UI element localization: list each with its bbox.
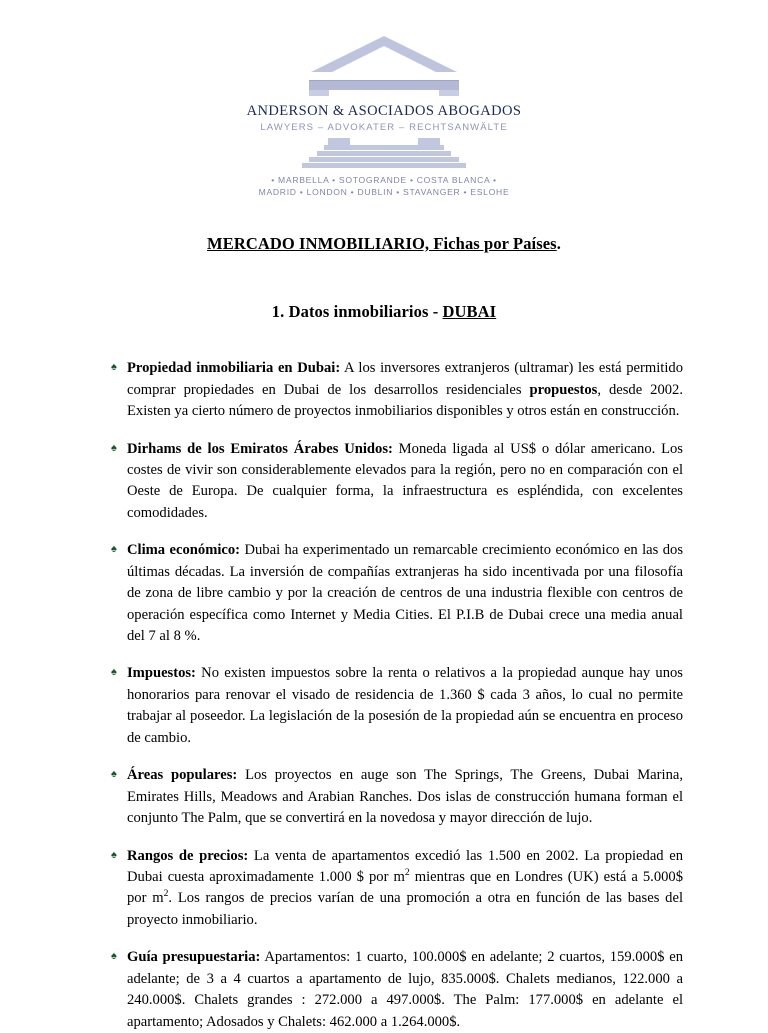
superscript-square-1: 2 xyxy=(404,867,410,879)
list-item-text: Moneda ligada al US$ o dólar americano. Los costes de vivir son considerablemente elevados para la región, pero no en comparación con el Oeste de Europa. De cualquier forma, la infraestructura es espléndida, con excelentes comodidades. xyxy=(127,440,683,521)
list-item xyxy=(111,439,683,525)
list-item xyxy=(111,765,683,829)
superscript-square-2: 2 xyxy=(163,888,169,900)
list-item-lead: Clima económico: xyxy=(127,542,241,559)
spade-bullet-icon: ♠ xyxy=(111,768,117,781)
list-item xyxy=(111,846,683,932)
page-title xyxy=(0,234,768,254)
column-capitals xyxy=(309,90,459,96)
office-cities-line-2: MADRID • LONDON • DUBLIN • STAVANGER • ESLOHE xyxy=(258,186,510,197)
list-item-lead: Guía presupuestaria: xyxy=(127,949,261,966)
list-item-lead: Impuestos: xyxy=(127,665,196,682)
firm-name: ANDERSON & ASOCIADOS ABOGADOS xyxy=(246,103,522,119)
office-cities xyxy=(259,175,510,198)
page-title-tail: . xyxy=(556,234,561,254)
list-item xyxy=(111,358,683,422)
firm-tagline: LAWYERS – ADVOKATER – RECHTSANWÄLTE xyxy=(260,122,508,133)
list-item-text: Dubai ha experimentado un remarcable crecimiento económico en las dos últimas décadas. La inversión de compañías extranjeras ha sido incentivada por una filosofía de zona de libre cambio y por la creación de centros de una industria flexible con centros de operación específica como Internet y Media Cities. El P.I.B de Dubai crece una media anual del 7 al 8 %. xyxy=(127,542,683,644)
list-item-text: No existen impuestos sobre la renta o relativos a la propiedad aunque hay unos honorarios para renovar el visado de residencia de 1.360 $ cada 3 años, lo cual no permite trabajar al poseedor. La legislación de la posesión de la propiedad aún se encuentra en proceso de cambio. xyxy=(127,665,683,746)
spade-bullet-icon: ♠ xyxy=(111,543,117,556)
architrave-shape xyxy=(309,80,459,90)
section-title xyxy=(0,302,768,322)
list-item-text: Apartamentos: 1 cuarto, 100.000$ en adelante; 2 cuartos, 159.000$ en adelante; de 3 a 4 cuartos a apartamento de lujo, 835.000$. Chalets medianos, 122.000 a 240.000$. Chalets grandes : 272.000 a 497.000$. The Palm: 177.000$ en adelante el apartamento; Adosados y Chalets: 462.000 a 1.264.000$. xyxy=(127,949,683,1030)
spade-bullet-icon: ♠ xyxy=(111,441,117,454)
spade-bullet-icon: ♠ xyxy=(111,361,117,374)
pediment-shape xyxy=(311,36,457,80)
list-item-emphasis: propuestos xyxy=(529,381,598,398)
list-item-text: La venta de apartamentos excedió las 1.500 en 2002. La propiedad en Dubai cuesta aproximadamente 1.000 $ por m xyxy=(127,847,683,885)
list-item-text-cont: mientras que en Londres (UK) está a 5.000$ por m xyxy=(127,868,684,907)
list-item xyxy=(111,540,683,647)
list-item-lead: Áreas populares: xyxy=(127,767,238,784)
list-item-lead: Dirhams de los Emiratos Árabes Unidos: xyxy=(127,440,393,457)
list-item xyxy=(111,663,683,749)
list-item-text: A los inversores extranjeros (ultramar) les está permitido comprar propiedades en Dubai de los desarrollos residenciales xyxy=(127,360,683,398)
list-item-text: Los proyectos en auge son The Springs, The Greens, Dubai Marina, Emirates Hills, Meadows and Arabian Ranches. Dos islas de construcción humana forman el conjunto The Palm, que se convertirá en la novedosa y mayor dirección de lujo. xyxy=(127,767,684,827)
classical-temple-icon xyxy=(284,36,484,96)
list-item xyxy=(111,947,683,1033)
list-item-text-end: . Los rangos de precios varían de una promoción a otra en función de las bases del proyecto inmobiliario. xyxy=(127,890,683,928)
list-item-text-cont: , desde 2002. Existen ya cierto número de proyectos inmobiliarios disponibles y otros están en construcción. xyxy=(127,381,683,420)
spade-bullet-icon: ♠ xyxy=(111,848,117,861)
spade-bullet-icon: ♠ xyxy=(111,666,117,679)
office-cities-line-1: • MARBELLA • SOTOGRANDE • COSTA BLANCA • xyxy=(271,175,497,185)
page-title-underlined: MERCADO INMOBILIARIO, Fichas por Países xyxy=(207,234,557,254)
list-item-lead: Propiedad inmobiliaria en Dubai: xyxy=(127,360,341,377)
list-item-lead: Rangos de precios: xyxy=(127,847,249,864)
bullet-list xyxy=(0,358,768,1033)
section-title-country: DUBAI xyxy=(442,302,497,322)
spade-bullet-icon: ♠ xyxy=(111,950,117,963)
column-plinths xyxy=(328,138,440,145)
letterhead-logo xyxy=(0,0,768,198)
temple-steps-icon xyxy=(309,138,459,169)
section-title-prefix: 1. Datos inmobiliarios - xyxy=(271,302,443,322)
